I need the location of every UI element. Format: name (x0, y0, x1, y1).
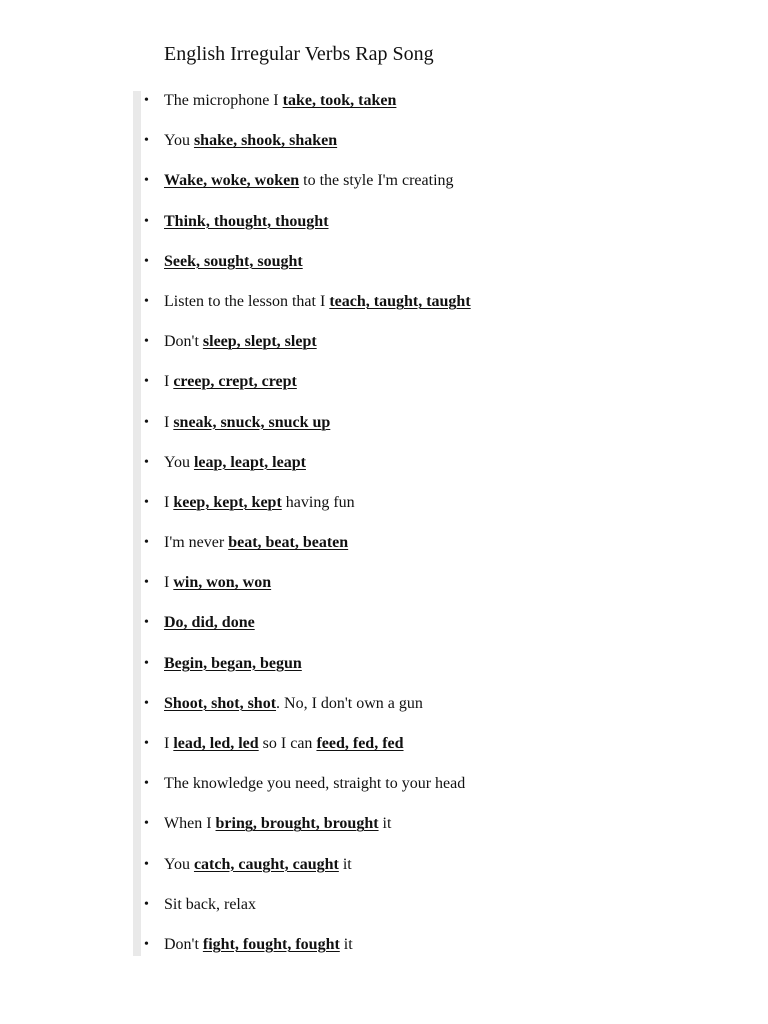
list-item (144, 854, 471, 894)
verb-forms: Wake, woke, woken (164, 172, 300, 190)
verb-forms: Seek, sought, sought (164, 252, 303, 270)
bullet-icon: • (144, 133, 149, 149)
bullet-icon: • (144, 414, 149, 430)
list-item (144, 894, 471, 934)
list-item (144, 653, 471, 693)
page-title: English Irregular Verbs Rap Song (164, 43, 434, 65)
verb-forms: sneak, snuck, snuck up (173, 413, 331, 431)
verb-forms: fight, fought, fought (202, 935, 340, 953)
lyric-text: it (378, 815, 392, 833)
verb-forms: lead, led, led (173, 735, 259, 752)
lyric-text: I (164, 413, 174, 431)
bullet-icon: • (144, 374, 149, 390)
bullet-icon: • (144, 655, 149, 671)
list-item (144, 813, 471, 853)
bullet-icon: • (144, 816, 149, 832)
verb-forms: feed, fed, fed (316, 735, 404, 752)
list-item (144, 211, 471, 251)
bullet-icon: • (144, 896, 149, 912)
list-item (144, 693, 471, 733)
list-item (144, 773, 471, 813)
bullet-icon: • (144, 253, 149, 269)
lyric-text: having fun (281, 493, 355, 511)
bullet-icon: • (144, 293, 149, 309)
list-item (144, 90, 471, 130)
lyric-text: it (339, 935, 353, 953)
bullet-icon: • (144, 213, 149, 229)
lyric-text: Listen to the lesson that I (164, 292, 330, 310)
bullet-icon: • (144, 575, 149, 591)
list-item (144, 733, 471, 773)
lyric-text: I'm never (164, 534, 229, 552)
bullet-icon: • (144, 936, 149, 952)
list-item (144, 371, 471, 411)
bullet-icon: • (144, 454, 149, 470)
verb-forms: creep, crept, crept (173, 373, 297, 391)
verb-forms: Think, thought, thought (164, 212, 329, 230)
list-item (144, 170, 471, 210)
bullet-icon: • (144, 776, 149, 792)
lyric-text: I (164, 574, 174, 592)
list-item (144, 532, 471, 572)
verb-forms: catch, caught, caught (193, 855, 339, 873)
verb-forms: take, took, taken (282, 92, 397, 109)
verb-forms: beat, beat, beaten (228, 534, 349, 552)
bullet-icon: • (144, 535, 149, 551)
lyric-text: You (164, 855, 194, 873)
verb-forms: win, won, won (173, 574, 272, 592)
lyric-text: . No, I don't own a gun (276, 694, 423, 712)
bullet-icon: • (144, 334, 149, 350)
lyric-text: to the style I'm creating (299, 172, 454, 190)
list-item (144, 612, 471, 652)
verb-forms: Shoot, shot, shot (164, 694, 277, 712)
lyric-text: it (338, 855, 352, 873)
lyric-text: so I can (258, 735, 317, 752)
list-item (144, 934, 471, 974)
list-item (144, 251, 471, 291)
list-item (144, 572, 471, 612)
lyric-text: When I (164, 815, 216, 833)
verb-forms: Do, did, done (164, 614, 255, 632)
lyric-text: I (164, 373, 174, 391)
bullet-icon: • (144, 736, 149, 751)
lyric-text: You (164, 453, 194, 471)
list-item (144, 331, 471, 371)
lyric-text: I (164, 735, 174, 752)
lyric-text: Don't (164, 935, 203, 953)
list-item (144, 492, 471, 532)
list-item (144, 452, 471, 492)
lyric-text: I (164, 493, 174, 511)
list-item (144, 412, 471, 452)
verb-forms: Begin, began, begun (164, 654, 302, 672)
verb-forms: teach, taught, taught (329, 292, 471, 310)
bullet-icon: • (144, 93, 149, 108)
verb-forms: sleep, slept, slept (202, 333, 317, 351)
lyric-text: The knowledge you need, straight to your head (164, 775, 466, 793)
verb-forms: bring, brought, brought (215, 815, 379, 833)
list-item (144, 291, 471, 331)
verb-forms: leap, leapt, leapt (193, 453, 306, 471)
lyric-text: The microphone I (164, 92, 283, 109)
bullet-icon: • (144, 695, 149, 711)
bullet-icon: • (144, 494, 149, 510)
lyric-text: You (164, 132, 194, 150)
bullet-icon: • (144, 615, 149, 631)
lyric-text: Sit back, relax (164, 895, 256, 913)
bullet-icon: • (144, 856, 149, 872)
verb-forms: shake, shook, shaken (193, 132, 338, 150)
lyric-text: Don't (164, 333, 203, 351)
bullet-icon: • (144, 173, 149, 189)
lyrics-list (144, 90, 471, 974)
blockquote-bar (133, 91, 141, 956)
list-item (144, 130, 471, 170)
verb-forms: keep, kept, kept (173, 493, 282, 511)
